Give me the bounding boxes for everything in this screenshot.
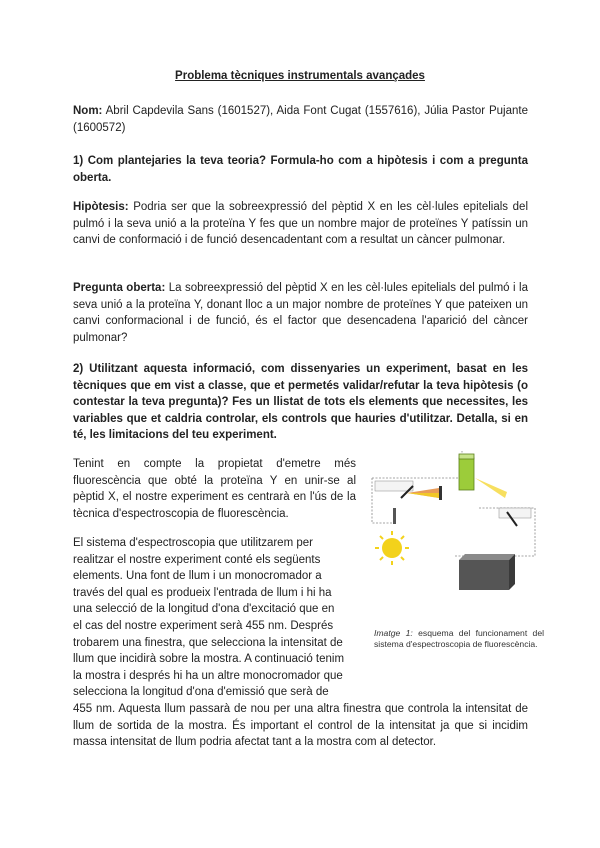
open-question-text: La sobreexpressió del pèptid X en les cèl·lules epitelials del pulmó i la seva unió a la proteïna Y, donant lloc a un major nombre de proteïnes Y que pateixen un canvi conformacional i de funció, és el factor que desencadena l'aparició del càncer pulmonar?: [73, 282, 528, 344]
body-paragraph-2-tail: 455 nm. Aquesta llum passarà de nou per una altra finestra que controla la intensitat de llum de sortida de la mostra. És important el control de la intensitat ja que si incidim massa intensitat de llum podria afectat tant a la mostra com al detector.: [73, 703, 528, 749]
question-1: 1) Com plantejaries la teva teoria? Formula-ho com a hipòtesis i com a pregunta oberta.: [73, 155, 528, 184]
hypothesis-paragraph: [73, 199, 528, 249]
hypothesis-text: Podria ser que la sobreexpressió del pèptid X en les cèl·lules epitelials del pulmó i la seva unió a la proteïna Y fes que un nombre major de proteïnes Y patíssin un canvi de conformació i de funció desencadentant com a resultat un càncer pulmonar.: [73, 201, 528, 247]
excitation-beam: [407, 493, 439, 498]
light-source-sun: [375, 531, 409, 565]
body2-line: trobarem una finestra, que selecciona la intensitat de: [73, 636, 343, 649]
monochromator-box: [375, 481, 413, 491]
body2-line: realitzar el nostre experiment conté els següents: [73, 553, 321, 566]
body2-line: El sistema d'espectroscopia que utilitzarem per: [73, 537, 313, 549]
body2-line: la mostra i després hi ha un altre monocromador que: [73, 669, 343, 682]
authors-paragraph: [73, 103, 528, 136]
body2-line: llum que incidirà sobre la mostra. A continuació tenim: [73, 653, 345, 666]
cuvette-top: [459, 454, 474, 459]
open-question-label: Pregunta oberta:: [73, 282, 166, 294]
body2-line: selecciona la longitud d'ona d'emissió que serà de: [73, 686, 329, 699]
body-paragraph-2: [73, 535, 356, 701]
detector-box: [459, 554, 515, 590]
body-paragraph-1: Tenint en compte la propietat d'emetre més fluorescència que obté la proteïna Y en unir-se al pèptid X, el nostre experiment es centrarà en l'ús de la tècnica d'espectroscopia de fluorescència.: [73, 458, 356, 520]
hypothesis-label: Hipòtesis:: [73, 201, 129, 213]
body2-line: una selecció de la longitud d'ona d'excitació que en: [73, 603, 335, 616]
lamp-stem: [393, 508, 396, 524]
cuvette: [459, 458, 474, 490]
body2-line: través del qual es produeix l'entrada de llum i hi ha: [73, 586, 332, 599]
open-question-paragraph: [73, 280, 528, 346]
authors-names: Abril Capdevila Sans (1601527), Aida Font Cugat (1557616), Júlia Pastor Pujante (1600572): [73, 105, 528, 134]
authors-label: Nom:: [73, 105, 103, 117]
figure-caption-text: esquema del funcionament del sistema d'espectroscopia de fluorescència.: [374, 628, 545, 649]
diagram-dashed-frame: [372, 451, 462, 478]
body2-line: elements. Una font de llum i un monocromador a: [73, 570, 322, 583]
body2-line: el cas del nostre experiment serà 455 nm. Després: [73, 619, 334, 632]
figure-caption: [374, 628, 544, 649]
slit: [439, 486, 442, 500]
monochromator-box: [499, 508, 531, 518]
emission-beam: [475, 478, 507, 498]
question-2: 2) Utilitzant aquesta informació, com dissenyaries un experiment, basat en les tècniques que em vist a classe, que et permetés validar/refutar la teva hipòtesis (o contestar la teva pregunta)? Fes un llistat de tots els elements que necessites, les variables que et caldria controlar, els controls que hauries d'utilitzar. Detalla, si en té, les limitacions del teu experiment.: [73, 363, 528, 442]
figure-caption-label: Imatge 1:: [374, 628, 413, 638]
spectroscopy-diagram: [367, 448, 544, 613]
document-title: Problema tècniques instrumentals avançades: [175, 70, 425, 82]
